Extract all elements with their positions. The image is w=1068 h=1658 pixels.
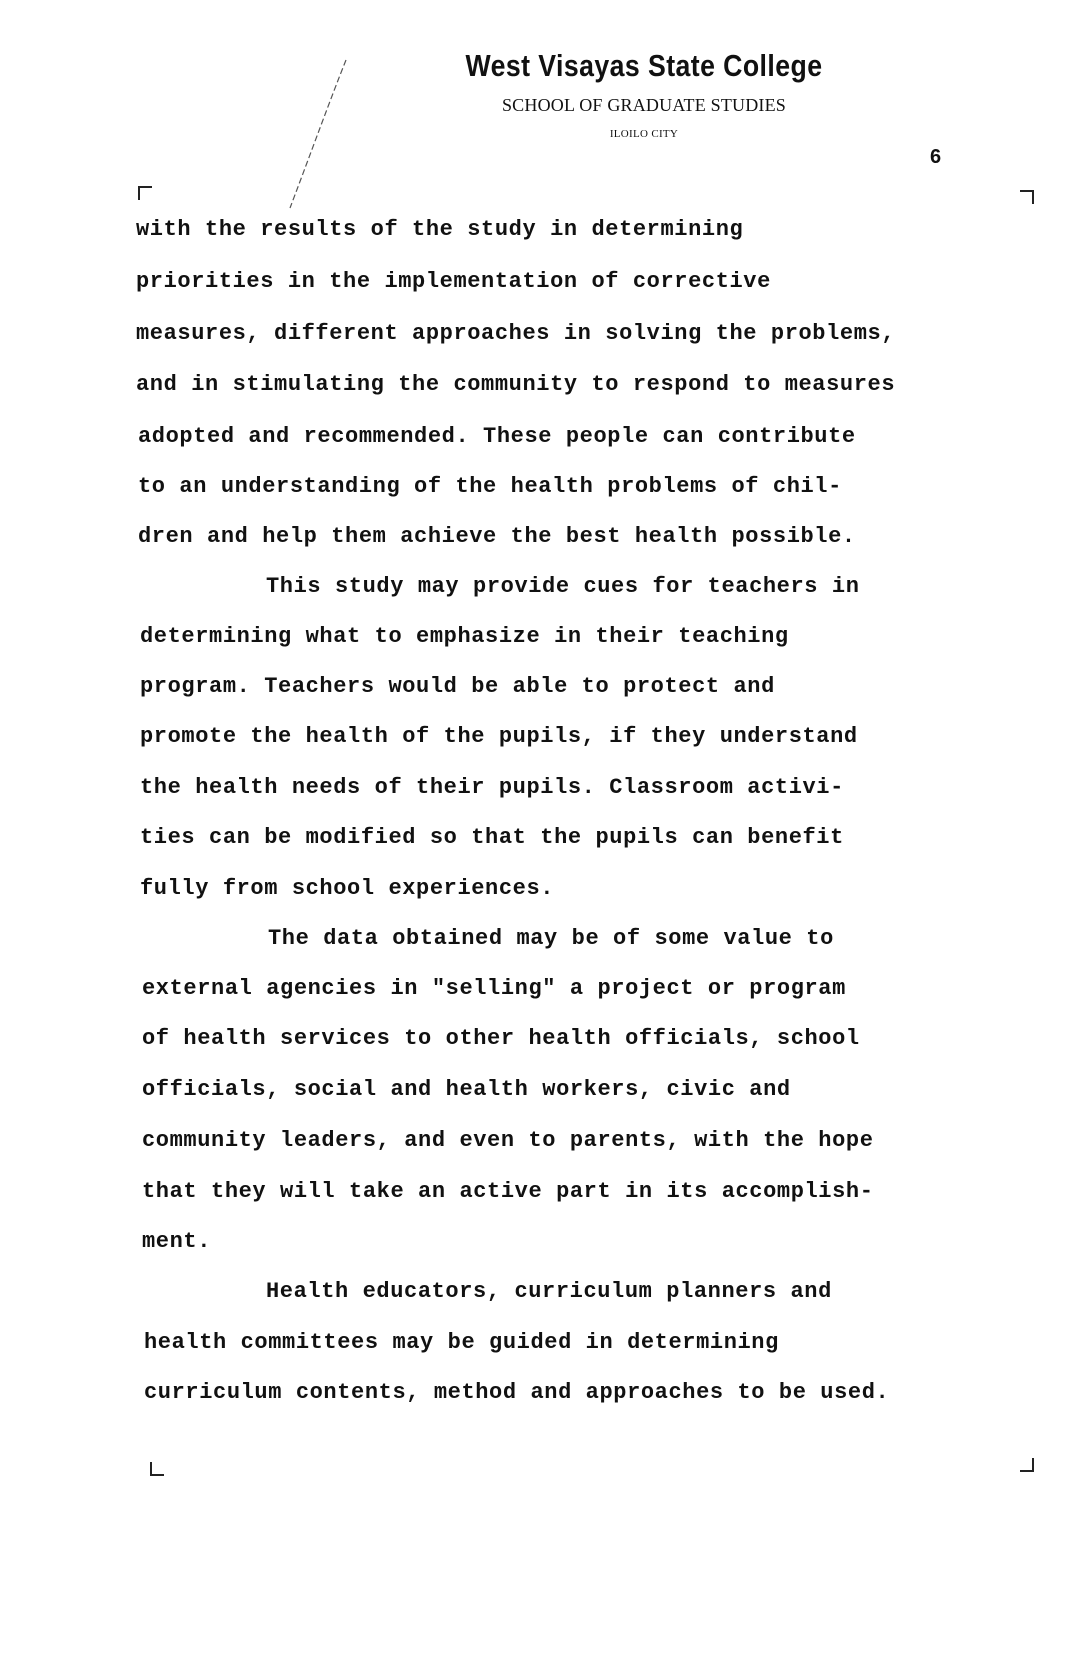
- city-name: ILOILO CITY: [609, 128, 679, 140]
- body-line: priorities in the implementation of corrective: [136, 269, 771, 294]
- page-number: 6: [930, 146, 942, 168]
- body-line: of health services to other health officials, school: [142, 1026, 860, 1051]
- crop-mark-top-right: [1020, 190, 1034, 204]
- body-line: external agencies in "selling" a project or program: [142, 976, 846, 1001]
- body-line: promote the health of the pupils, if they understand: [140, 724, 858, 749]
- body-line: and in stimulating the community to respond to measures: [136, 372, 896, 397]
- crop-mark-bottom-left: [150, 1462, 164, 1476]
- crop-mark-bottom-right: [1020, 1458, 1034, 1472]
- body-line: measures, different approaches in solving the problems,: [136, 321, 896, 346]
- body-line: program. Teachers would be able to protect and: [140, 674, 775, 699]
- body-line: the health needs of their pupils. Classroom activi-: [140, 775, 844, 800]
- crop-mark-top-left: [138, 186, 152, 200]
- body-line: officials, social and health workers, civic and: [142, 1077, 791, 1102]
- body-line: The data obtained may be of some value to: [268, 926, 834, 951]
- body-line: community leaders, and even to parents, with the hope: [142, 1128, 874, 1153]
- body-line: fully from school experiences.: [140, 876, 555, 901]
- body-line: determining what to emphasize in their teaching: [140, 624, 789, 649]
- body-line: ties can be modified so that the pupils can benefit: [140, 825, 844, 850]
- body-line: adopted and recommended. These people can contribute: [138, 424, 856, 449]
- body-line: with the results of the study in determining: [136, 217, 744, 242]
- body-line: dren and help them achieve the best health possible.: [138, 524, 856, 549]
- body-line: health committees may be guided in determining: [144, 1330, 779, 1355]
- body-line: to an understanding of the health problems of chil-: [138, 474, 842, 499]
- body-line: This study may provide cues for teachers in: [266, 574, 860, 599]
- body-line: ment.: [142, 1229, 212, 1254]
- body-line: curriculum contents, method and approaches to be used.: [144, 1380, 890, 1405]
- body-line: Health educators, curriculum planners and: [266, 1279, 832, 1304]
- college-name: West Visayas State College: [465, 48, 823, 83]
- body-line: that they will take an active part in its accomplish-: [142, 1179, 874, 1204]
- school-name: SCHOOL OF GRADUATE STUDIES: [501, 95, 787, 115]
